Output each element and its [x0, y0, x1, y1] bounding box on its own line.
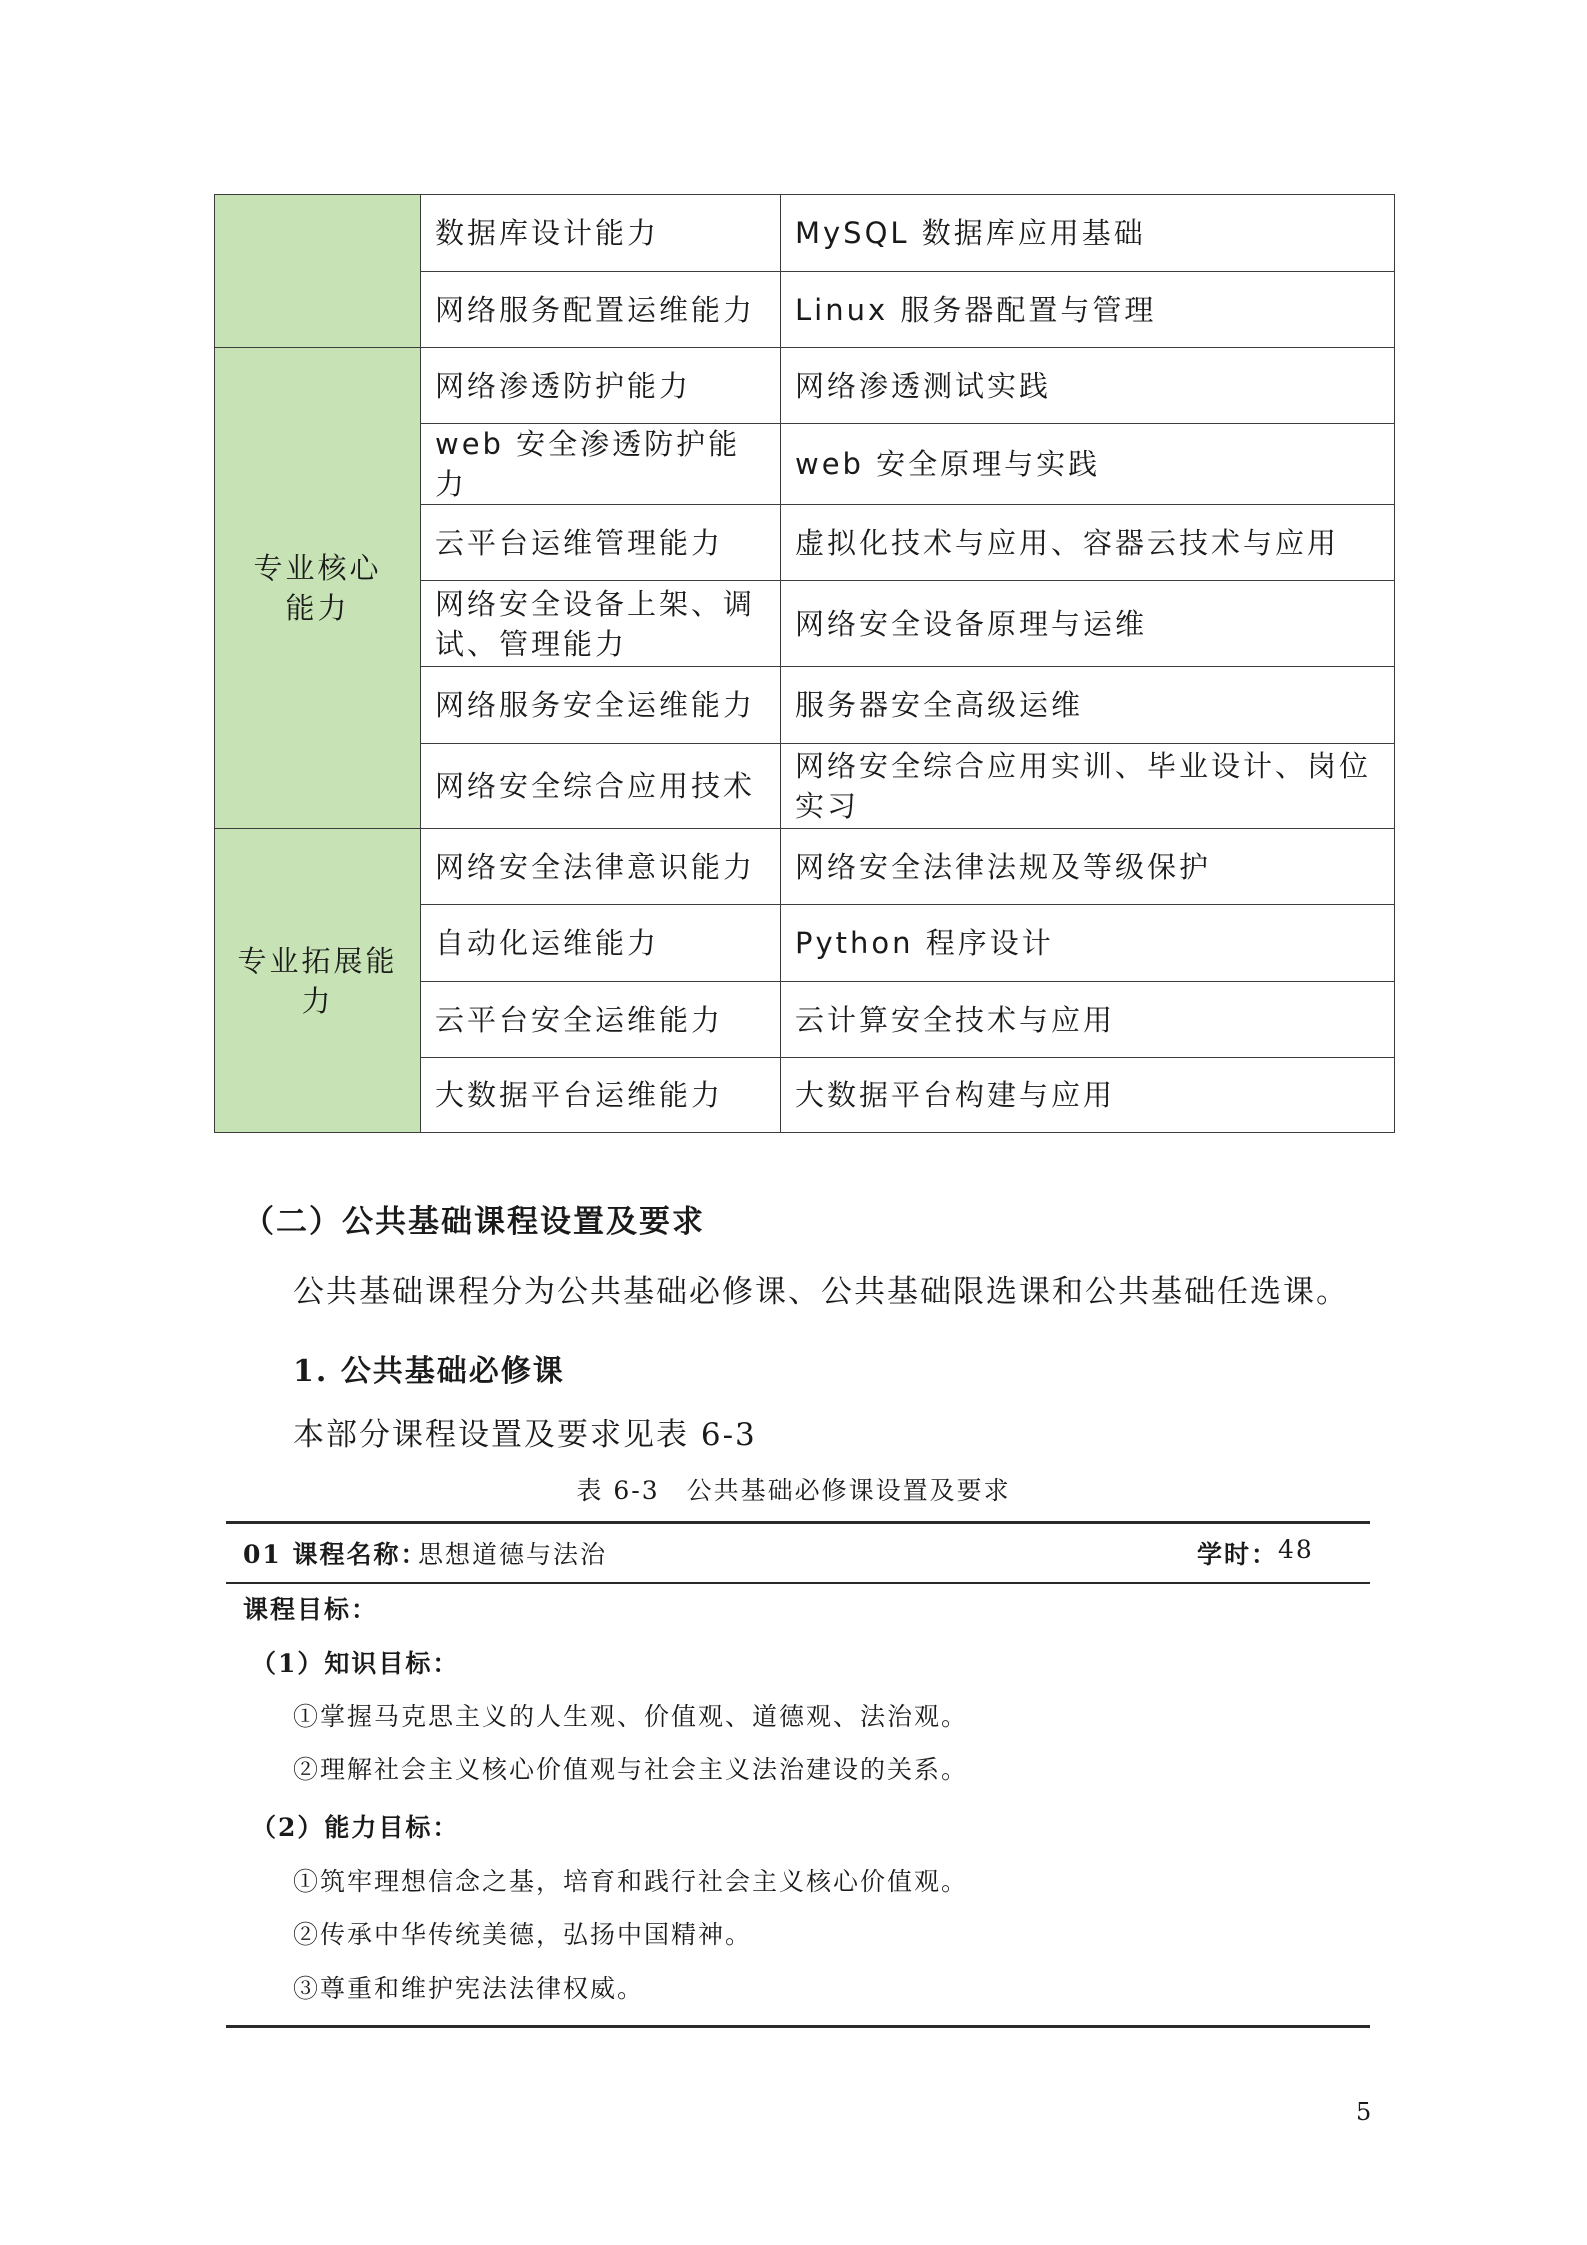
course-cell: 网络安全设备原理与运维 [781, 581, 1395, 667]
knowledge-goal-item: ①掌握马克思主义的人生观、价值观、道德观、法治观。 [293, 1702, 969, 1731]
course-cell: 网络安全法律法规及等级保护 [781, 829, 1395, 905]
group-cell-core: 专业核心能力 [215, 348, 421, 829]
section-heading: （二）公共基础课程设置及要求 [243, 1204, 705, 1240]
ability-goals-label: （2）能力目标： [251, 1813, 460, 1842]
course-cell: MySQL 数据库应用基础 [781, 195, 1395, 272]
table-caption: 表 6-3 公共基础必修课设置及要求 [576, 1476, 1011, 1505]
course-cell: 网络安全综合应用实训、毕业设计、岗位实习 [781, 744, 1395, 829]
subsection-heading: 1. 公共基础必修课 [293, 1354, 565, 1389]
ability-cell: 自动化运维能力 [421, 905, 781, 982]
course-name: 思想道德与法治 [418, 1540, 608, 1569]
ability-cell: 网络安全法律意识能力 [421, 829, 781, 905]
ability-cell: 云平台运维管理能力 [421, 505, 781, 581]
group-cell-basic [215, 195, 421, 348]
ability-goal-item: ②传承中华传统美德，弘扬中国精神。 [293, 1920, 753, 1949]
ability-cell: 数据库设计能力 [421, 195, 781, 272]
course-cell: 服务器安全高级运维 [781, 667, 1395, 744]
card-top-rule [226, 1521, 1370, 1524]
course-cell: Linux 服务器配置与管理 [781, 272, 1395, 348]
course-cell: 网络渗透测试实践 [781, 348, 1395, 424]
table-row [215, 348, 1395, 424]
course-cell: web 安全原理与实践 [781, 424, 1395, 505]
ability-cell: 网络服务安全运维能力 [421, 667, 781, 744]
ability-goal-item: ①筑牢理想信念之基，培育和践行社会主义核心价值观。 [293, 1867, 969, 1896]
ability-goal-item: ③尊重和维护宪法法律权威。 [293, 1974, 645, 2003]
course-cell: 大数据平台构建与应用 [781, 1058, 1395, 1133]
ability-course-table [214, 194, 1395, 1133]
course-cell: Python 程序设计 [781, 905, 1395, 982]
course-name-label: 01 课程名称： [243, 1540, 428, 1569]
table-row [215, 829, 1395, 905]
ability-cell: 网络服务配置运维能力 [421, 272, 781, 348]
table-row [215, 195, 1395, 272]
section-intro: 公共基础课程分为公共基础必修课、公共基础限选课和公共基础任选课。 [293, 1274, 1349, 1310]
ability-cell: 网络渗透防护能力 [421, 348, 781, 424]
card-header-rule [226, 1582, 1370, 1584]
page-number: 5 [1356, 2098, 1372, 2126]
group-cell-extension: 专业拓展能力 [215, 829, 421, 1133]
card-bottom-rule [226, 2025, 1370, 2028]
course-hours: 48 [1278, 1535, 1314, 1564]
course-cell: 虚拟化技术与应用、容器云技术与应用 [781, 505, 1395, 581]
course-hours-label: 学时： [1197, 1540, 1279, 1569]
ability-cell: 云平台安全运维能力 [421, 982, 781, 1058]
knowledge-goals-label: （1）知识目标： [251, 1649, 460, 1678]
ability-cell: 网络安全综合应用技术 [421, 744, 781, 829]
ability-cell: 网络安全设备上架、调试、管理能力 [421, 581, 781, 667]
table-reference: 本部分课程设置及要求见表 6-3 [293, 1417, 757, 1453]
ability-cell: web 安全渗透防护能力 [421, 424, 781, 505]
ability-cell: 大数据平台运维能力 [421, 1058, 781, 1133]
course-cell: 云计算安全技术与应用 [781, 982, 1395, 1058]
knowledge-goal-item: ②理解社会主义核心价值观与社会主义法治建设的关系。 [293, 1755, 969, 1784]
course-goals-label: 课程目标： [243, 1595, 379, 1624]
